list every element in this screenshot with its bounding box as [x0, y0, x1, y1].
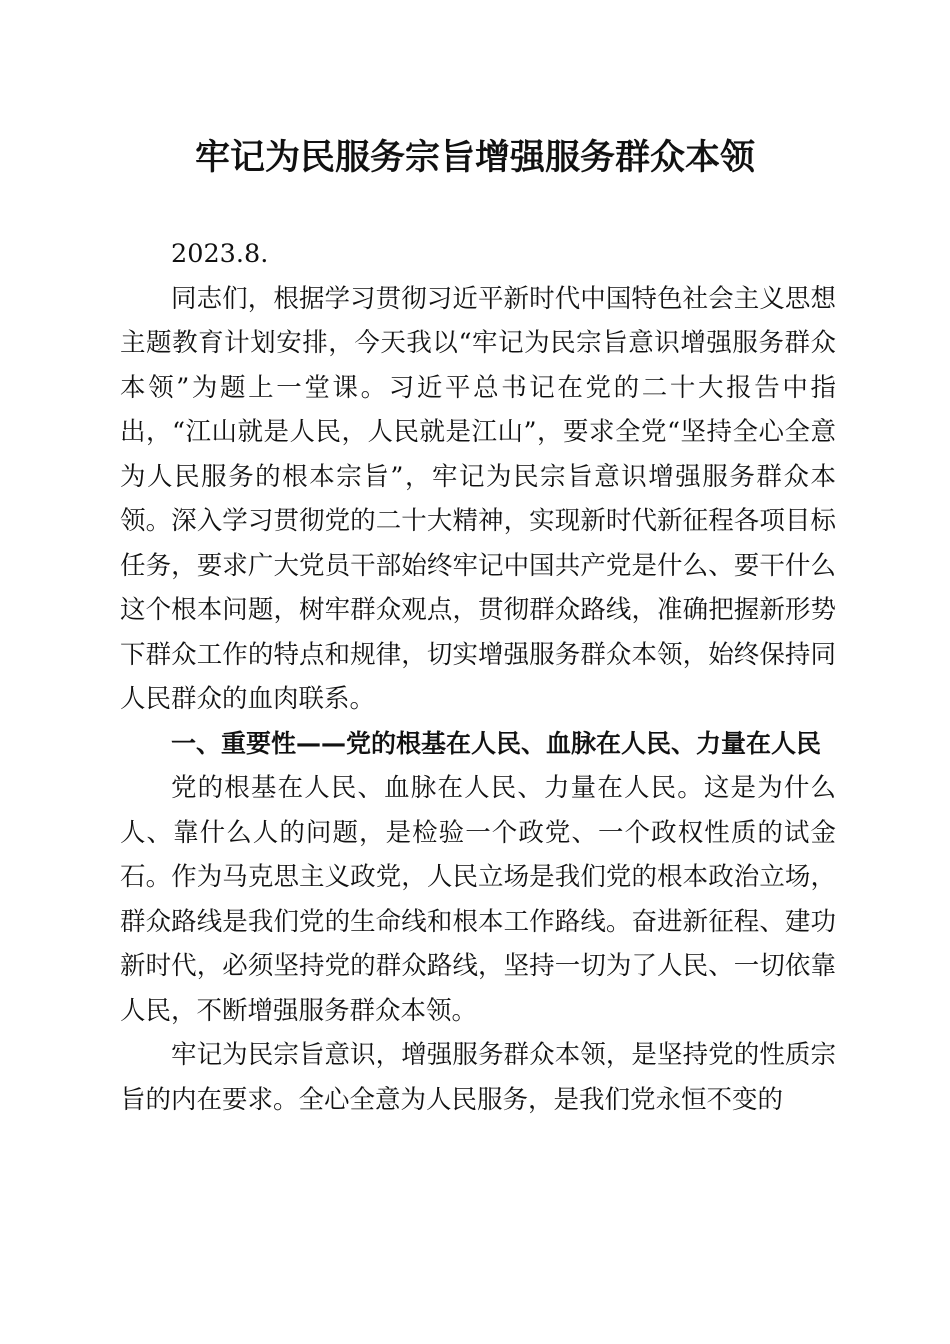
document-date: 2023.8.	[171, 239, 269, 269]
intro-paragraph: 同志们，根据学习贯彻习近平新时代中国特色社会主义思想主题教育计划安排，今天我以“牢记为民宗旨意识增强服务群众本领”为题上一堂课。习近平总书记在党的二十大报告中指出，“江山就是人民，人民就是江山”，要求全党“坚持全心全意为人民服务的根本宗旨”，牢记为民宗旨意识增强服务群众本领。深入学习贯彻党的二十大精神，实现新时代新征程各项目标任务，要求广大党员干部始终牢记中国共产党是什么、要干什么这个根本问题，树牢群众观点，贯彻群众路线，准确把握新形势下群众工作的特点和规律，切实增强服务群众本领，始终保持同人民群众的血肉联系。	[120, 283, 836, 714]
section-heading: 一、重要性——党的根基在人民、血脉在人民、力量在人民	[171, 728, 822, 758]
section-paragraph-2: 牢记为民宗旨意识，增强服务群众本领，是坚持党的性质宗旨的内在要求。全心全意为人民服务，是我们党永恒不变的	[120, 1040, 836, 1115]
section-paragraph-1: 党的根基在人民、血脉在人民、力量在人民。这是为什么人、靠什么人的问题，是检验一个政党、一个政权性质的试金石。作为马克思主义政党，人民立场是我们党的根本政治立场，群众路线是我们党的生命线和根本工作路线。奋进新征程、建功新时代，必须坚持党的群众路线，坚持一切为了人民、一切依靠人民，不断增强服务群众本领。	[120, 773, 836, 1026]
document-title: 牢记为民服务宗旨增强服务群众本领	[194, 137, 755, 178]
document-body	[120, 232, 836, 1122]
